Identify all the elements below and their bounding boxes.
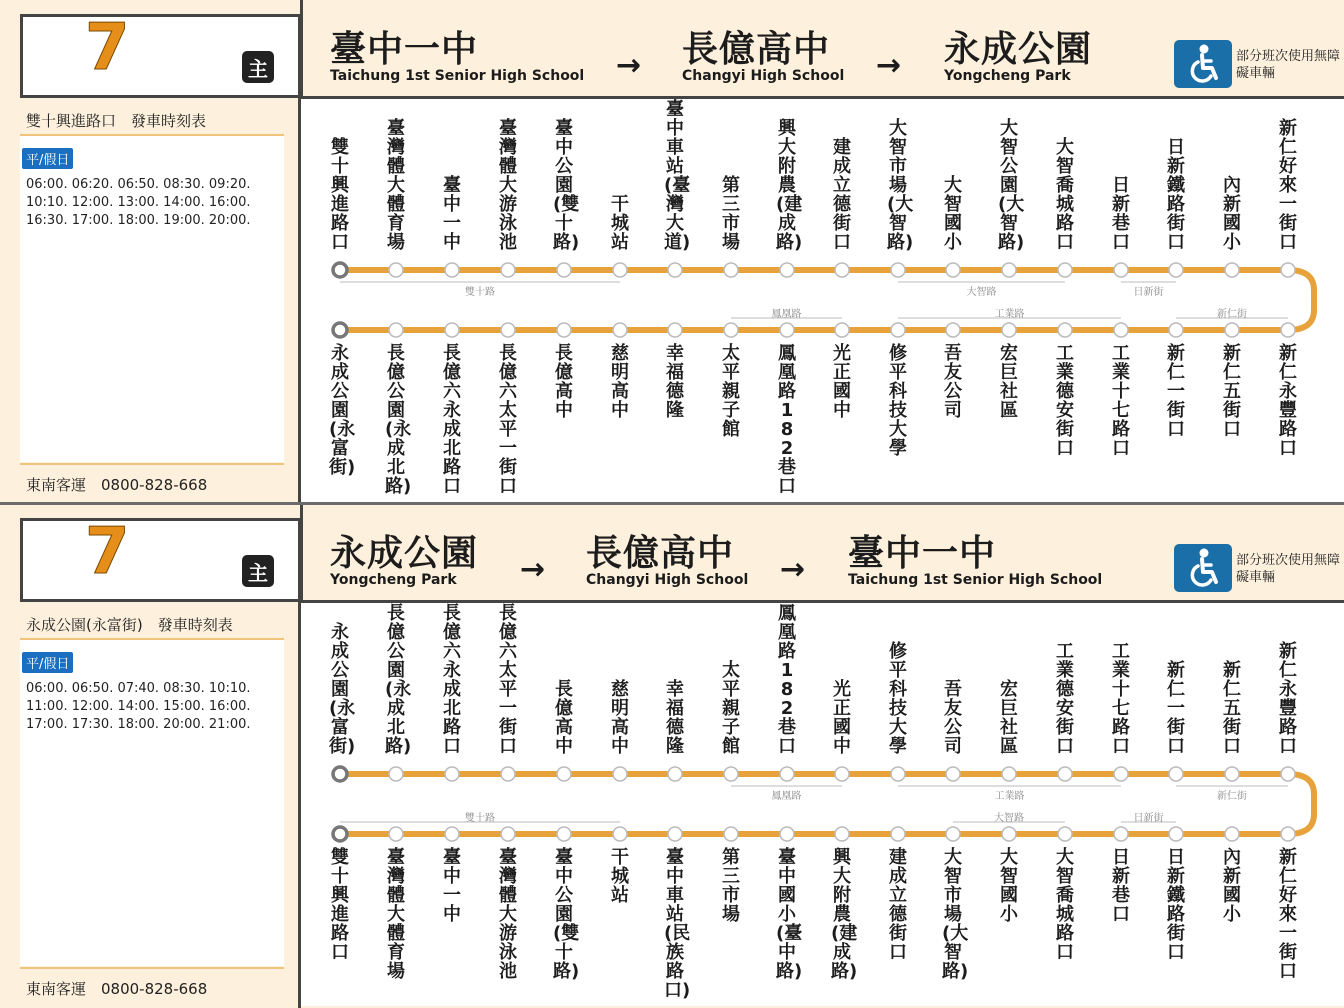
destination-3-zh: 永成公園 (944, 29, 1093, 70)
day-type-badge: 平/假日 (22, 148, 73, 169)
stop-label: 日新鐵路街口 (1167, 847, 1185, 963)
stop-label: 第三市場 (722, 847, 740, 925)
stop-label: 工業德安街口 (1056, 343, 1074, 459)
stop-label: 宏巨社區 (1000, 679, 1018, 757)
road-segment-label: 鳳凰路 (771, 791, 802, 802)
stop-label: 長億高中 (555, 343, 573, 421)
destination-3-zh: 臺中一中 (848, 533, 997, 574)
destination-2-zh: 長億高中 (682, 29, 831, 70)
stop-label: 永成公園(永富街) (329, 343, 356, 478)
road-segment-label: 日新街 (1133, 813, 1164, 824)
panel-divider (0, 502, 1344, 505)
road-segment-label: 新仁街 (1217, 791, 1247, 802)
arrow-icon: → (520, 552, 546, 587)
schedule-title: 永成公園(永富街) 發車時刻表 (26, 616, 233, 634)
stop-label: 長億高中 (555, 679, 573, 757)
destination-2-zh: 長億高中 (586, 533, 735, 574)
arrow-icon: → (780, 552, 806, 587)
stop-label: 新仁好來一街口 (1279, 847, 1297, 982)
stop-label: 工業十七路口 (1112, 343, 1130, 459)
destination-2-en: Changyi High School (586, 572, 749, 588)
stop-label: 工業德安街口 (1056, 641, 1074, 757)
stop-label: 臺中一中 (443, 847, 461, 925)
stop-label: 大智公園(大智路) (998, 118, 1025, 253)
destination-2 (586, 534, 748, 588)
stop-label: 臺灣體大體育場 (387, 118, 405, 253)
stop-label: 太平親子館 (722, 660, 740, 757)
stop-label: 干城站 (611, 847, 629, 906)
destination-2 (682, 30, 844, 84)
stop-label: 日新巷口 (1112, 175, 1130, 253)
stop-label: 吾友公司 (944, 679, 962, 757)
stop-label: 臺灣體大游泳池 (499, 118, 517, 253)
destination-3 (848, 534, 1102, 588)
day-type-badge: 平/假日 (22, 652, 73, 673)
stop-label: 新仁好來一街口 (1279, 118, 1297, 253)
stop-label: 修平科技大學 (889, 641, 907, 757)
stop-label: 臺中公園(雙十路) (553, 847, 580, 982)
stop-label: 幸福德隆 (666, 343, 684, 421)
stop-label: 干城站 (611, 194, 629, 253)
accessibility-text: 部分班次使用無障礙車輛 (1236, 553, 1341, 585)
destination-1-zh: 臺中一中 (330, 29, 479, 70)
departure-time-row: 06:00. 06:50. 07:40. 08:30. 10:10. (26, 681, 251, 696)
stop-label: 內新國小 (1223, 847, 1241, 925)
stop-label: 太平親子館 (722, 343, 740, 440)
stop-label: 光正國中 (833, 343, 851, 421)
stop-label: 臺中國小(臺中路) (776, 847, 803, 982)
road-segment-label: 工業路 (994, 309, 1025, 320)
stop-label: 臺中車站(民族路口) (664, 847, 691, 1001)
destination-3 (944, 30, 1092, 84)
timetable-panel-return (0, 504, 1344, 1008)
departure-time-row: 17:00. 17:30. 18:00. 20:00. 21:00. (26, 717, 251, 732)
wheelchair-icon (1174, 40, 1232, 88)
road-segment-label: 雙十路 (465, 813, 495, 824)
departure-time-row: 06:00. 06:20. 06:50. 08:30. 09:20. (26, 177, 251, 192)
stop-label: 新仁一街口 (1167, 660, 1185, 757)
stop-label: 第三市場 (722, 175, 740, 253)
stop-label: 大智喬城路口 (1056, 847, 1074, 963)
road-segment-label: 新仁街 (1217, 309, 1247, 320)
stop-label: 新仁一街口 (1167, 343, 1185, 440)
destination-3-en: Yongcheng Park (944, 68, 1071, 84)
departure-time-row: 11:00. 12:00. 14:00. 15:00. 16:00. (26, 699, 251, 714)
stop-label: 日新巷口 (1112, 847, 1130, 925)
stop-label: 長億六太平一街口 (499, 343, 517, 497)
stop-label: 長億六永成北路口 (443, 343, 461, 497)
destination-1-zh: 永成公園 (330, 533, 479, 574)
stop-label: 建成立德街口 (889, 847, 907, 963)
destination-2-en: Changyi High School (682, 68, 845, 84)
stop-label: 雙十興進路口 (331, 137, 349, 253)
departure-time-row: 16:30. 17:00. 18:00. 19:00. 20:00. (26, 213, 251, 228)
departure-times (26, 176, 286, 230)
stop-label: 臺中公園(雙十路) (553, 118, 580, 253)
route-number-box (20, 11, 301, 98)
company-contact: 東南客運 0800-828-668 (26, 980, 208, 998)
stop-label: 臺灣體大游泳池 (499, 847, 517, 982)
stop-label: 大智市場(大智路) (887, 118, 914, 253)
schedule-sidebar (0, 0, 300, 504)
divider (20, 967, 284, 969)
stop-label: 永成公園(永富街) (329, 622, 356, 757)
destination-1 (330, 534, 478, 588)
stop-label: 修平科技大學 (889, 343, 907, 459)
stop-label: 新仁永豐路口 (1279, 343, 1297, 459)
stop-label: 日新鐵路街口 (1167, 137, 1185, 253)
stop-label: 興大附農(建成路) (831, 847, 858, 982)
stop-label: 興大附農(建成路) (776, 118, 803, 253)
stop-label: 內新國小 (1223, 175, 1241, 253)
main-line-badge: 主 (242, 555, 274, 587)
route-number-box (20, 515, 301, 602)
stop-label: 宏巨社區 (1000, 343, 1018, 421)
stop-label: 臺中車站(臺灣大道) (664, 99, 691, 253)
stop-label: 臺灣體大體育場 (387, 847, 405, 982)
road-segment-label: 工業路 (994, 791, 1025, 802)
stop-label: 光正國中 (833, 679, 851, 757)
destination-1-en: Yongcheng Park (330, 572, 457, 588)
route-number: 7 (85, 11, 130, 85)
departure-times (26, 680, 286, 734)
stop-label: 慈明高中 (611, 679, 629, 757)
destination-1-en: Taichung 1st Senior High School (330, 68, 585, 84)
stop-label: 新仁五街口 (1223, 343, 1241, 440)
stop-label: 新仁永豐路口 (1279, 641, 1297, 757)
road-segment-label: 大智路 (966, 287, 997, 298)
road-segment-label: 鳳凰路 (771, 309, 802, 320)
stop-label: 吾友公司 (944, 343, 962, 421)
destination-1 (330, 30, 584, 84)
route-number: 7 (85, 515, 130, 589)
stop-label: 鳳凰路182巷口 (778, 603, 796, 757)
stop-label: 幸福德隆 (666, 679, 684, 757)
wheelchair-icon (1174, 544, 1232, 592)
accessibility-text: 部分班次使用無障礙車輛 (1236, 49, 1341, 81)
stop-label: 長億六永成北路口 (443, 603, 461, 757)
arrow-icon: → (616, 48, 642, 83)
stop-label: 長億六太平一街口 (499, 603, 517, 757)
stop-label: 大智市場(大智路) (942, 847, 969, 982)
stop-label: 大智國小 (1000, 847, 1018, 925)
schedule-title: 雙十興進路口 發車時刻表 (26, 112, 207, 130)
destination-3-en: Taichung 1st Senior High School (848, 572, 1103, 588)
stop-label: 鳳凰路182巷口 (778, 343, 796, 497)
stop-label: 長億公園(永成北路) (385, 343, 412, 497)
road-segment-label: 日新街 (1133, 287, 1164, 298)
stop-label: 臺中一中 (443, 175, 461, 253)
company-contact: 東南客運 0800-828-668 (26, 476, 208, 494)
departure-time-row: 10:10. 12:00. 13:00. 14:00. 16:00. (26, 195, 251, 210)
stop-label: 大智喬城路口 (1056, 137, 1074, 253)
stop-label: 雙十興進路口 (331, 847, 349, 963)
stop-label: 建成立德街口 (833, 137, 851, 253)
road-segment-label: 雙十路 (465, 287, 495, 298)
divider (20, 463, 284, 465)
stop-label: 長億公園(永成北路) (385, 603, 412, 757)
stop-label: 工業十七路口 (1112, 641, 1130, 757)
stop-label: 大智國小 (944, 175, 962, 253)
arrow-icon: → (876, 48, 902, 83)
stop-label: 新仁五街口 (1223, 660, 1241, 757)
stop-label: 慈明高中 (611, 343, 629, 421)
main-line-badge: 主 (242, 51, 274, 83)
schedule-sidebar (0, 504, 300, 1008)
road-segment-label: 大智路 (994, 813, 1024, 824)
